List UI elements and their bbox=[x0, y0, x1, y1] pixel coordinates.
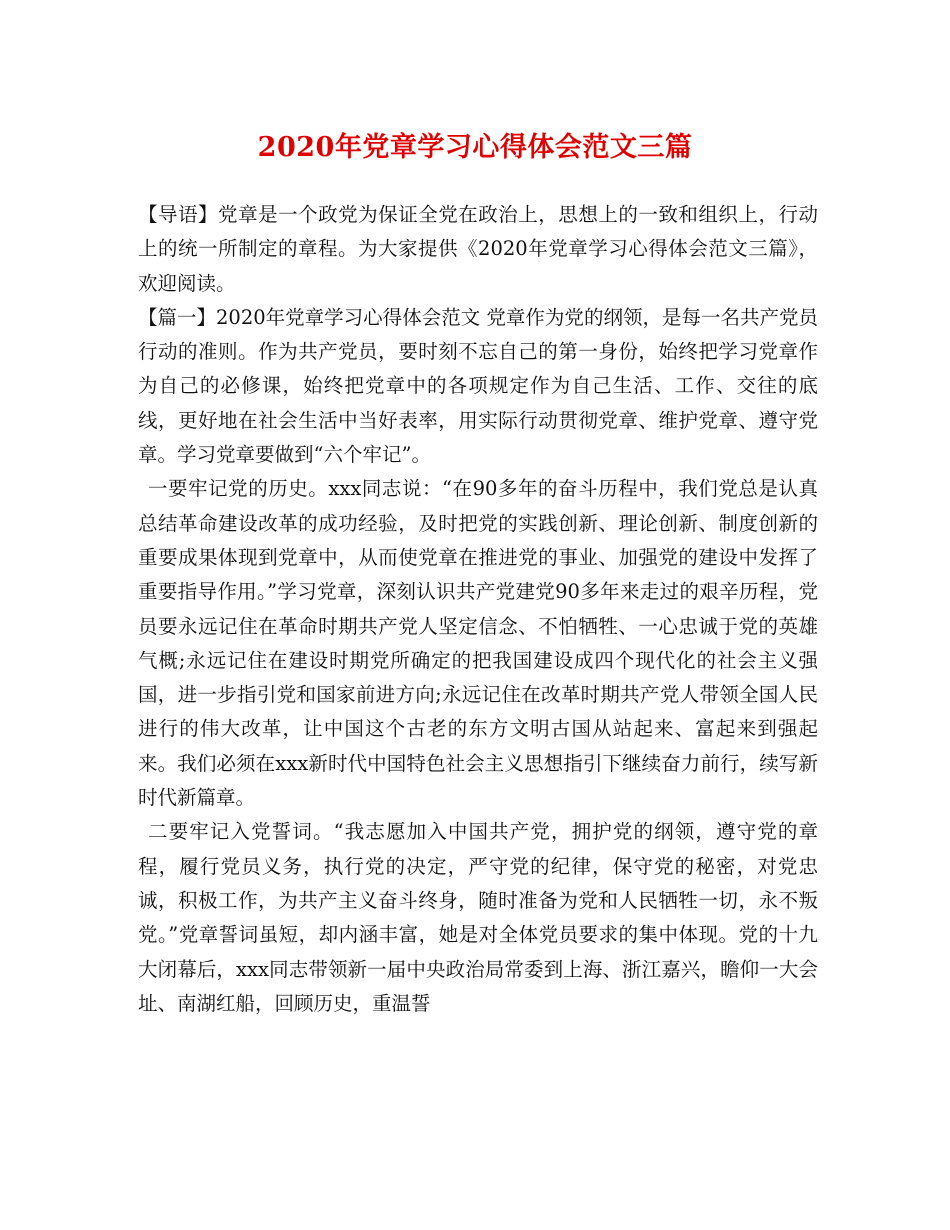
paragraph-point-two: 二要牢记入党誓词。“我志愿加入中国共产党，拥护党的纲领，遵守党的章程，履行党员义务，执行党的决定，严守党的纪律，保守党的秘密，对党忠诚，积极工作，为共产主义奋斗终身，随时准备为党和人民牺牲一切，永不叛党。”党章誓词虽短，却内涵丰富，她是对全体党员要求的集中体现。党的十九大闭幕后，xxx同志带领新一届中央政治局常委到上海、浙江嘉兴，瞻仰一大会址、南湖红船，回顾历史，重温誓 bbox=[138, 820, 818, 1015]
paragraph-part-one: 【篇一】2020年党章学习心得体会范文 党章作为党的纲领，是每一名共产党员行动的准则。作为共产党员，要时刻不忘自己的第一身份，始终把学习党章作为自己的必修课，始终把党章中的各项规定作为自己生活、工作、交往的底线，更好地在社会生活中当好表率，用实际行动贯彻党章、维护党章、遵守党章。学习党章要做到“六个牢记”。 bbox=[138, 305, 818, 467]
paragraph-intro: 【导语】党章是一个政党为保证全党在政治上，思想上的一致和组织上，行动上的统一所制定的章程。为大家提供《2020年党章学习心得体会范文三篇》，欢迎阅读。 bbox=[138, 203, 818, 295]
document-title: 2020年党章学习心得体会范文三篇 bbox=[257, 132, 693, 163]
document-body bbox=[138, 198, 818, 1021]
paragraph-point-one: 一要牢记党的历史。xxx同志说：“在90多年的奋斗历程中，我们党总是认真总结革命建设改革的成功经验，及时把党的实践创新、理论创新、制度创新的重要成果体现到党章中，从而使党章在推进党的事业、加强党的建设中发挥了重要指导作用。”学习党章，深刻认识共产党建党90多年来走过的艰辛历程，党员要永远记住在革命时期共产党人坚定信念、不怕牺牲、一心忠诚于党的英雄气概;永远记住在建设时期党所确定的把我国建设成四个现代化的社会主义强国，进一步指引党和国家前进方向;永远记住在改革时期共产党人带领全国人民进行的伟大改革，让中国这个古老的东方文明古国从站起来、富起来到强起来。我们必须在xxx新时代中国特色社会主义思想指引下继续奋力前行，续写新时代新篇章。 bbox=[138, 477, 818, 810]
